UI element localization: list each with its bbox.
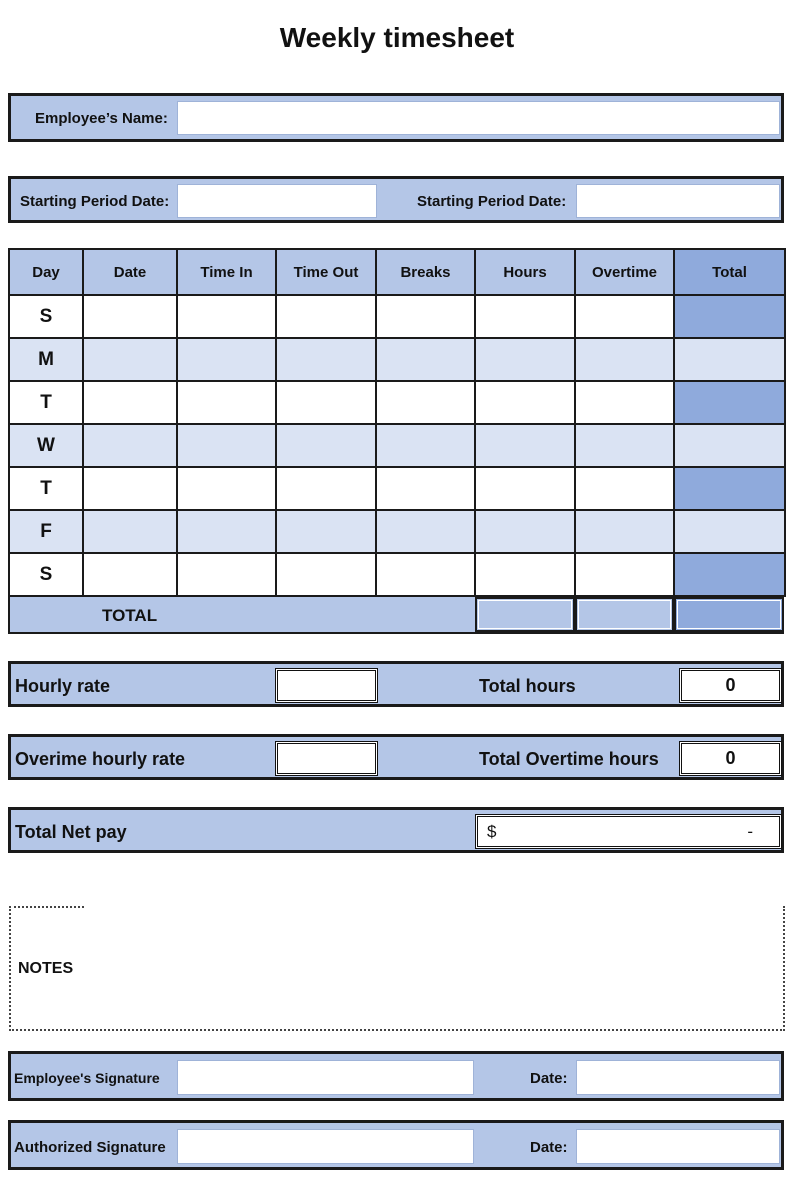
date-cell[interactable] — [83, 295, 177, 338]
total-cell[interactable] — [674, 381, 785, 424]
notes-label: NOTES — [18, 960, 74, 977]
page-title: Weekly timesheet — [279, 22, 515, 53]
day-cell: T — [9, 381, 83, 424]
hours-cell[interactable] — [475, 424, 575, 467]
authorized-signature-date-label: Date: — [530, 1139, 568, 1156]
day-cell: S — [9, 295, 83, 338]
time-out-cell[interactable] — [276, 424, 376, 467]
overtime-cell[interactable] — [575, 553, 674, 596]
net-pay-value: - — [747, 822, 753, 841]
date-cell[interactable] — [83, 381, 177, 424]
employee-name-label: Employee’s Name: — [35, 110, 168, 127]
net-pay-currency: $ — [487, 822, 497, 841]
notes-top-edge — [9, 906, 84, 908]
hourly-rate-label: Hourly rate — [15, 676, 111, 696]
time-out-cell[interactable] — [276, 467, 376, 510]
table-row — [9, 467, 785, 510]
day-cell: F — [9, 510, 83, 553]
breaks-cell[interactable] — [376, 510, 475, 553]
notes-box[interactable] — [9, 906, 785, 1031]
column-header-breaks: Breaks — [376, 249, 475, 295]
time-in-cell[interactable] — [177, 295, 276, 338]
overtime-rate-row — [8, 734, 784, 780]
day-cell: W — [9, 424, 83, 467]
total-cell[interactable] — [674, 338, 785, 381]
employee-signature-date-label: Date: — [530, 1070, 568, 1087]
time-out-cell[interactable] — [276, 295, 376, 338]
authorized-signature-date-field[interactable] — [576, 1129, 780, 1164]
column-header-date: Date — [83, 249, 177, 295]
total-row — [8, 597, 784, 634]
hours-cell[interactable] — [475, 338, 575, 381]
breaks-cell[interactable] — [376, 338, 475, 381]
table-row — [9, 424, 785, 467]
column-header-time-in: Time In — [177, 249, 276, 295]
timesheet-table-wrap — [8, 248, 784, 634]
total-cell[interactable] — [674, 553, 785, 596]
breaks-cell[interactable] — [376, 381, 475, 424]
hours-cell[interactable] — [475, 553, 575, 596]
overtime-cell[interactable] — [575, 338, 674, 381]
date-cell[interactable] — [83, 467, 177, 510]
total-row-label: TOTAL — [102, 606, 158, 625]
hourly-rate-row — [8, 661, 784, 707]
overtime-rate-label: Overime hourly rate — [15, 749, 186, 769]
table-row — [9, 553, 785, 596]
overtime-rate-field[interactable] — [275, 741, 378, 776]
net-pay-field[interactable] — [475, 814, 782, 849]
day-cell: S — [9, 553, 83, 596]
time-in-cell[interactable] — [177, 510, 276, 553]
total-cell[interactable] — [674, 467, 785, 510]
end-period-field[interactable] — [576, 184, 780, 218]
total-overtime-cell[interactable] — [575, 597, 674, 632]
hours-cell[interactable] — [475, 467, 575, 510]
time-out-cell[interactable] — [276, 381, 376, 424]
breaks-cell[interactable] — [376, 295, 475, 338]
total-cell[interactable] — [674, 295, 785, 338]
time-in-cell[interactable] — [177, 553, 276, 596]
overtime-cell[interactable] — [575, 510, 674, 553]
authorized-signature-field[interactable] — [177, 1129, 474, 1164]
hourly-rate-field[interactable] — [275, 668, 378, 703]
authorized-signature-row — [8, 1120, 784, 1170]
overtime-cell[interactable] — [575, 424, 674, 467]
start-period-field[interactable] — [177, 184, 377, 218]
column-header-total: Total — [674, 249, 785, 295]
time-in-cell[interactable] — [177, 424, 276, 467]
breaks-cell[interactable] — [376, 553, 475, 596]
hours-cell[interactable] — [475, 381, 575, 424]
time-in-cell[interactable] — [177, 381, 276, 424]
employee-signature-field[interactable] — [177, 1060, 474, 1095]
hours-cell[interactable] — [475, 510, 575, 553]
total-hours-label: Total hours — [479, 676, 576, 696]
end-period-label: Starting Period Date: — [417, 193, 567, 210]
time-out-cell[interactable] — [276, 510, 376, 553]
total-overtime-field[interactable]: 0 — [679, 741, 782, 776]
time-in-cell[interactable] — [177, 338, 276, 381]
overtime-cell[interactable] — [575, 467, 674, 510]
column-header-hours: Hours — [475, 249, 575, 295]
table-row — [9, 510, 785, 553]
column-header-time-out: Time Out — [276, 249, 376, 295]
overtime-cell[interactable] — [575, 295, 674, 338]
column-header-day: Day — [9, 249, 83, 295]
total-overtime-label: Total Overtime hours — [479, 749, 659, 769]
table-row — [9, 295, 785, 338]
period-row — [8, 176, 784, 223]
total-hours-cell[interactable] — [475, 597, 575, 632]
authorized-signature-label: Authorized Signature — [14, 1139, 166, 1156]
day-cell: T — [9, 467, 83, 510]
net-pay-label: Total Net pay — [15, 822, 127, 842]
table-row — [9, 381, 785, 424]
table-row — [9, 338, 785, 381]
day-cell: M — [9, 338, 83, 381]
date-cell[interactable] — [83, 424, 177, 467]
time-out-cell[interactable] — [276, 553, 376, 596]
overtime-cell[interactable] — [575, 381, 674, 424]
date-cell[interactable] — [83, 338, 177, 381]
timesheet-table — [8, 248, 786, 597]
total-cell[interactable] — [674, 424, 785, 467]
net-pay-row — [8, 807, 784, 853]
column-header-overtime: Overtime — [575, 249, 674, 295]
total-hours-field[interactable]: 0 — [679, 668, 782, 703]
time-in-cell[interactable] — [177, 467, 276, 510]
breaks-cell[interactable] — [376, 424, 475, 467]
employee-signature-date-field[interactable] — [576, 1060, 780, 1095]
date-cell[interactable] — [83, 553, 177, 596]
employee-signature-label: Employee's Signature — [14, 1070, 160, 1086]
breaks-cell[interactable] — [376, 467, 475, 510]
employee-name-row — [8, 93, 784, 142]
hours-cell[interactable] — [475, 295, 575, 338]
employee-name-field[interactable] — [177, 101, 780, 135]
time-out-cell[interactable] — [276, 338, 376, 381]
start-period-label: Starting Period Date: — [20, 193, 170, 210]
total-cell[interactable] — [674, 510, 785, 553]
total-total-cell[interactable] — [674, 597, 784, 632]
employee-signature-row — [8, 1051, 784, 1101]
date-cell[interactable] — [83, 510, 177, 553]
